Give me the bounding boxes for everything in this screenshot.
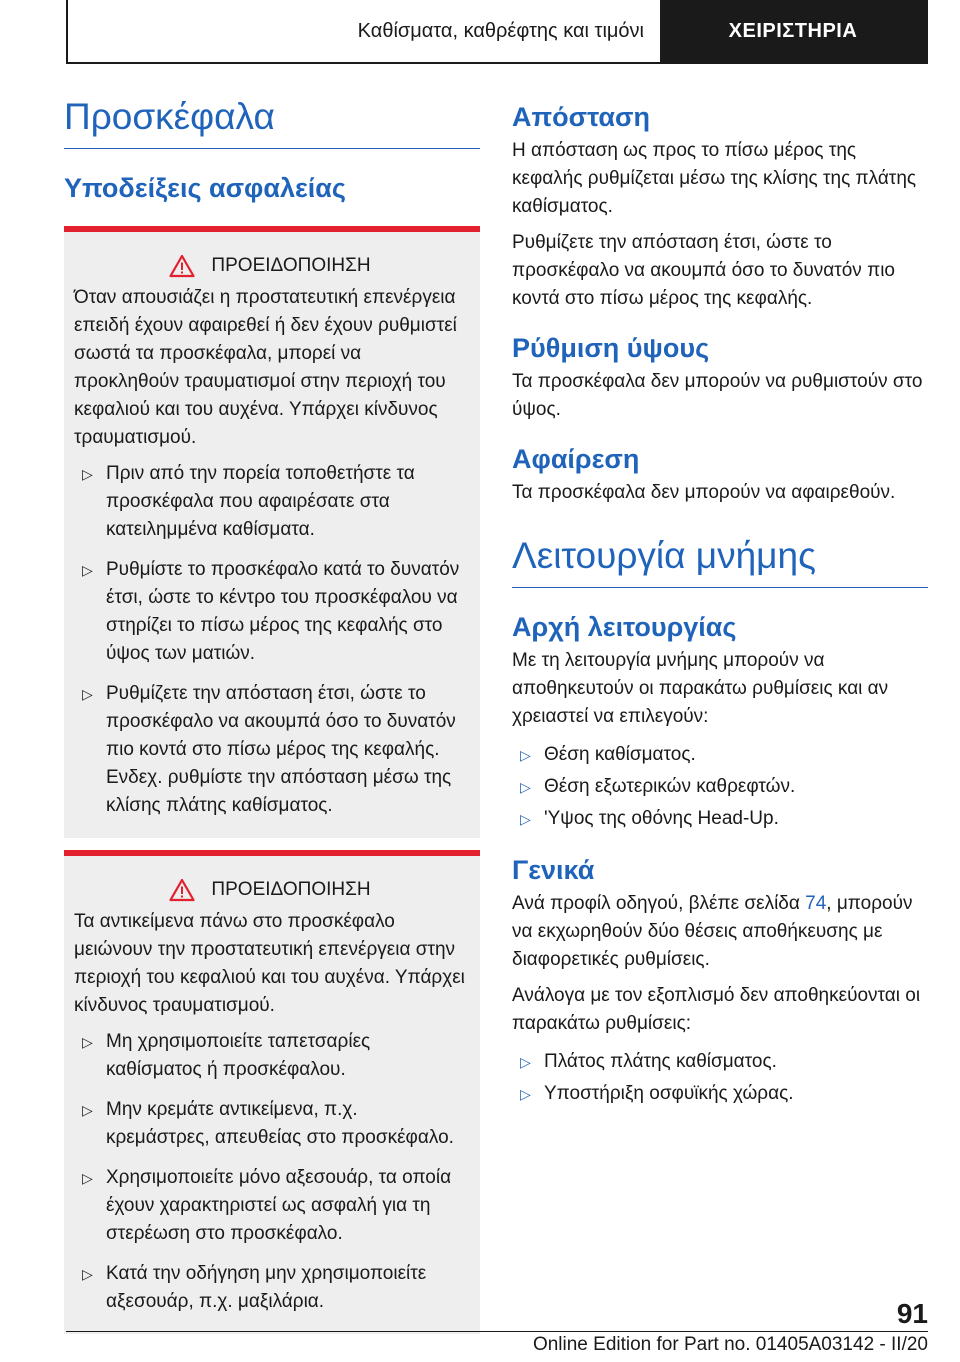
triangle-right-icon: ▷ (520, 747, 531, 763)
triangle-right-icon: ▷ (82, 1034, 93, 1050)
warning-label: ΠΡΟΕΙΔΟΠΟΙΗΣΗ (211, 255, 371, 276)
memory-title: Λειτουργία μνήμης (512, 535, 928, 588)
page-title: Προσκέφαλα (64, 96, 480, 149)
list-item: ▷ Θέση καθίσματος. (512, 741, 928, 769)
excluded-settings-list (512, 1048, 928, 1108)
warning-text: Όταν απουσιάζει η προστατευτική επενέργεια επειδή έχουν αφαιρεθεί ή δεν έχουν ρυθμιστεί σωστά τα προσκέφαλα, μπορεί να προκληθούν τραυματισμοί στην περιοχή του κεφαλιού και του αυχένα. Υπάρχει κίνδυνος τραυματισμού. (74, 287, 457, 448)
warning-box-2 (64, 850, 480, 1334)
list-item: ▷ 'Υψος της οθόνης Head-Up. (512, 805, 928, 833)
triangle-right-icon: ▷ (82, 466, 93, 482)
removal-text: Τα προσκέφαλα δεν μπορούν να αφαιρεθούν. (512, 482, 896, 503)
warning-list (74, 460, 466, 820)
warning-list (74, 1028, 466, 1316)
triangle-right-icon: ▷ (82, 562, 93, 578)
principle-text: Με τη λειτουργία μνήμης μπορούν να αποθηκευτούν οι παρακάτω ρυθμίσεις και αν χρειαστεί να επιλεγούν: (512, 650, 889, 727)
triangle-right-icon: ▷ (520, 811, 531, 827)
list-item: ▷ Πλάτος πλάτης καθίσματος. (512, 1048, 928, 1076)
triangle-right-icon: ▷ (82, 1170, 93, 1186)
list-item: ▷ Ρυθμίζετε την απόσταση έτσι, ώστε το προσκέφαλο να ακουμπά όσο το δυνατόν πιο κοντά στο πίσω μέρος της κεφαλής. Ενδεχ. ρυθμίστε την απόσταση μέσω της κλίσης πλάτης καθίσματος. (74, 680, 466, 820)
list-item: ▷ Θέση εξωτερικών καθρεφτών. (512, 773, 928, 801)
triangle-right-icon: ▷ (82, 1102, 93, 1118)
distance-heading: Απόσταση (512, 102, 650, 132)
triangle-right-icon: ▷ (520, 779, 531, 795)
page-number: 91 (896, 1298, 928, 1329)
warning-text: Τα αντικείμενα πάνω στο προσκέφαλο μειώνουν την προστατευτική επενέργεια στην περιοχή του κεφαλιού και του αυχένα. Υπάρχει κίνδυνος τραυματισμού. (74, 911, 465, 1016)
distance-text-1: Η απόσταση ως προς το πίσω μέρος της κεφαλής ρυθμίζεται μέσω της κλίσης της πλάτης καθίσματος. (512, 140, 917, 217)
warning-triangle-icon (169, 254, 195, 278)
right-column (512, 102, 928, 1108)
general-text-2: Ανάλογα με τον εξοπλισμό δεν αποθηκεύονται οι παρακάτω ρυθμίσεις: (512, 985, 921, 1034)
footer-edition: Online Edition for Part no. 01405A03142 - II/20 (532, 1334, 928, 1355)
general-text-1: Ανά προφίλ οδηγού, βλέπε σελίδα 74, μπορούν να εκχωρηθούν δύο θέσεις αποθήκευσης με διαφορετικές ρυθμίσεις. (512, 893, 913, 970)
removal-heading: Αφαίρεση (512, 444, 640, 474)
footer-divider (66, 1331, 928, 1332)
list-item: ▷ Πριν από την πορεία τοποθετήστε τα προσκέφαλα που αφαιρέσατε στα κατειλημμένα καθίσματα. (74, 460, 466, 544)
height-text: Τα προσκέφαλα δεν μπορούν να ρυθμιστούν στο ύψος. (512, 371, 923, 420)
header-section-title: Καθίσματα, καθρέφτης και τιμόνι (357, 19, 644, 42)
page-header (66, 0, 928, 64)
triangle-right-icon: ▷ (520, 1086, 531, 1102)
list-item: ▷ Υποστήριξη οσφυϊκής χώρας. (512, 1080, 928, 1108)
warning-header (74, 254, 466, 278)
triangle-right-icon: ▷ (82, 686, 93, 702)
list-item: ▷ Μη χρησιμοποιείτε ταπετσαρίες καθίσματος ή προσκέφαλου. (74, 1028, 466, 1084)
principle-heading: Αρχή λειτουργίας (512, 612, 737, 642)
left-column (64, 96, 480, 1334)
warning-box-1 (64, 226, 480, 838)
triangle-right-icon: ▷ (520, 1054, 531, 1070)
general-heading: Γενικά (512, 855, 595, 885)
memory-settings-list (512, 741, 928, 833)
list-item: ▷ Χρησιμοποιείτε μόνο αξεσουάρ, τα οποία έχουν χαρακτηριστεί ως ασφαλή για τη στερέωση στο προσκέφαλο. (74, 1164, 466, 1248)
triangle-right-icon: ▷ (82, 1266, 93, 1282)
list-item: ▷ Ρυθμίστε το προσκέφαλο κατά το δυνατόν έτσι, ώστε το κέντρο του προσκέφαλου να στηρίζει το πίσω μέρος της κεφαλής στο ύψος των ματιών. (74, 556, 466, 668)
list-item: ▷ Μην κρεμάτε αντικείμενα, π.χ. κρεμάστρες, απευθείας στο προσκέφαλο. (74, 1096, 466, 1152)
page-link[interactable]: 74 (805, 893, 827, 914)
header-chapter-tab[interactable]: ΧΕΙΡΙΣΤΗΡΙΑ (660, 0, 926, 62)
warning-label: ΠΡΟΕΙΔΟΠΟΙΗΣΗ (211, 879, 371, 900)
warning-header (74, 878, 466, 902)
distance-text-2: Ρυθμίζετε την απόσταση έτσι, ώστε το προσκέφαλο να ακουμπά όσο το δυνατόν πιο κοντά στο πίσω μέρος της κεφαλής. (512, 232, 895, 309)
safety-subtitle: Υποδείξεις ασφαλείας (64, 173, 346, 203)
height-heading: Ρύθμιση ύψους (512, 333, 710, 363)
list-item: ▷ Κατά την οδήγηση μην χρησιμοποιείτε αξεσουάρ, π.χ. μαξιλάρια. (74, 1260, 466, 1316)
warning-triangle-icon (169, 878, 195, 902)
